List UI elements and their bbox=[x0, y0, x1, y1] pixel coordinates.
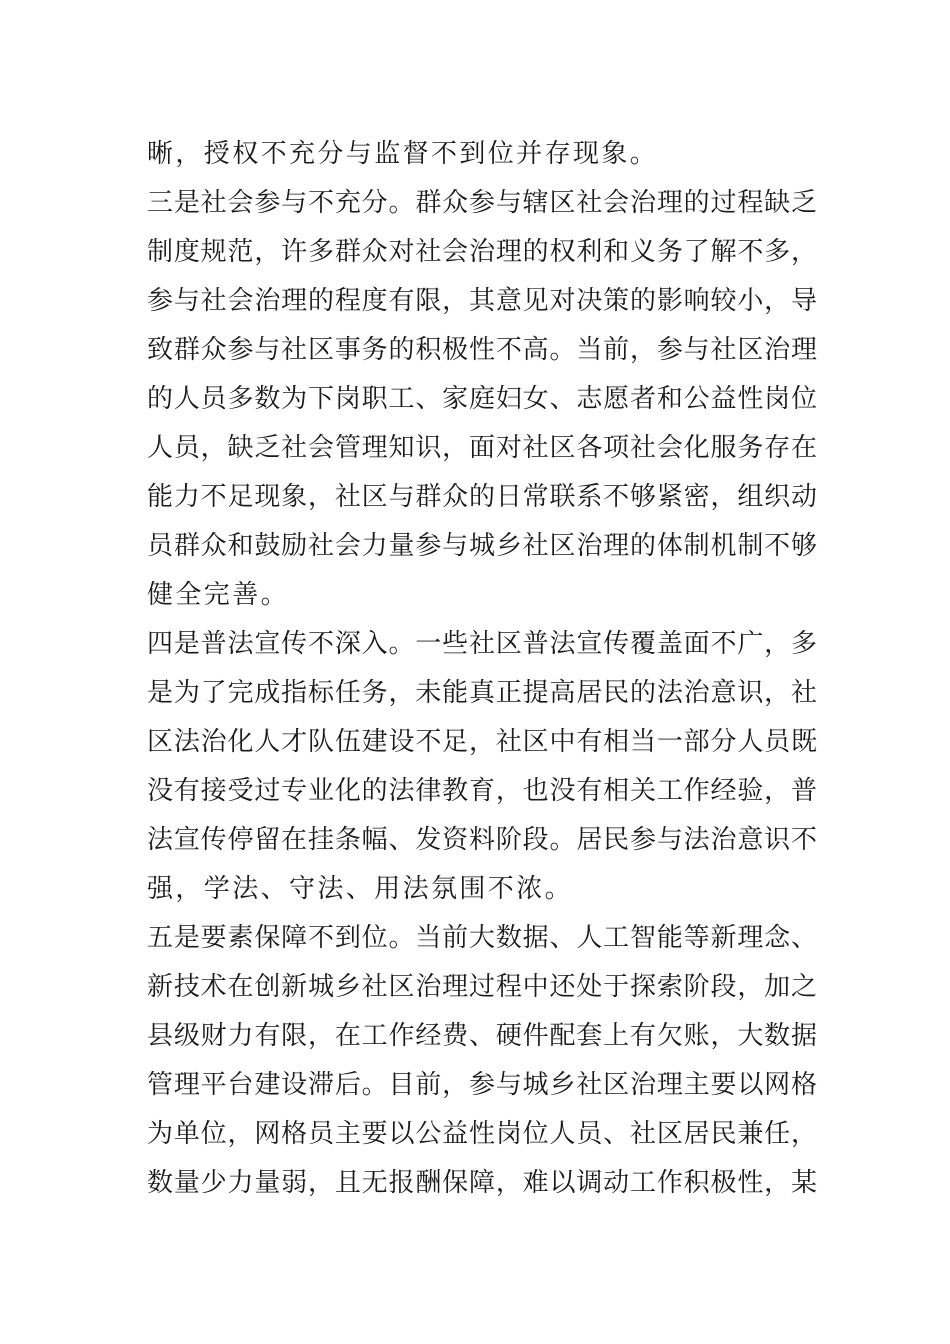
text-line: 健全完善。 bbox=[147, 580, 290, 610]
text-line: 人员，缺乏社会管理知识，面对社区各项社会化服务存在 bbox=[147, 433, 817, 463]
document-body bbox=[147, 130, 817, 1208]
text-line: 的人员多数为下岗职工、家庭妇女、志愿者和公益性岗位 bbox=[147, 384, 817, 414]
paragraph-resource-guarantee bbox=[147, 914, 817, 1208]
text-line: 强，学法、守法、用法氛围不浓。 bbox=[147, 874, 574, 904]
paragraph-social-participation bbox=[147, 179, 817, 620]
paragraph-continuation bbox=[147, 130, 817, 179]
text-line: 法宣传停留在挂条幅、发资料阶段。居民参与法治意识不 bbox=[147, 825, 817, 855]
text-line: 能力不足现象，社区与群众的日常联系不够紧密，组织动 bbox=[147, 482, 817, 512]
text-line: 没有接受过专业化的法律教育，也没有相关工作经验，普 bbox=[147, 776, 817, 806]
text-line: 区法治化人才队伍建设不足，社区中有相当一部分人员既 bbox=[147, 727, 817, 757]
text-line: 致群众参与社区事务的积极性不高。当前，参与社区治理 bbox=[147, 335, 817, 365]
text-line: 三是社会参与不充分。群众参与辖区社会治理的过程缺乏 bbox=[147, 188, 817, 218]
text-line: 五是要素保障不到位。当前大数据、人工智能等新理念、 bbox=[147, 923, 817, 953]
text-line: 数量少力量弱，且无报酬保障，难以调动工作积极性，某 bbox=[147, 1168, 817, 1198]
text-line: 四是普法宣传不深入。一些社区普法宣传覆盖面不广，多 bbox=[147, 629, 817, 659]
text-line: 员群众和鼓励社会力量参与城乡社区治理的体制机制不够 bbox=[147, 531, 817, 561]
text-line: 参与社会治理的程度有限，其意见对决策的影响较小，导 bbox=[147, 286, 817, 316]
paragraph-legal-publicity bbox=[147, 620, 817, 914]
text-line: 制度规范，许多群众对社会治理的权利和义务了解不多， bbox=[147, 237, 817, 267]
text-line: 管理平台建设滞后。目前，参与城乡社区治理主要以网格 bbox=[147, 1070, 817, 1100]
text-line: 晰，授权不充分与监督不到位并存现象。 bbox=[147, 139, 659, 169]
text-line: 是为了完成指标任务，未能真正提高居民的法治意识，社 bbox=[147, 678, 817, 708]
text-line: 为单位，网格员主要以公益性岗位人员、社区居民兼任， bbox=[147, 1119, 817, 1149]
text-line: 县级财力有限，在工作经费、硬件配套上有欠账，大数据 bbox=[147, 1021, 817, 1051]
text-line: 新技术在创新城乡社区治理过程中还处于探索阶段，加之 bbox=[147, 972, 817, 1002]
